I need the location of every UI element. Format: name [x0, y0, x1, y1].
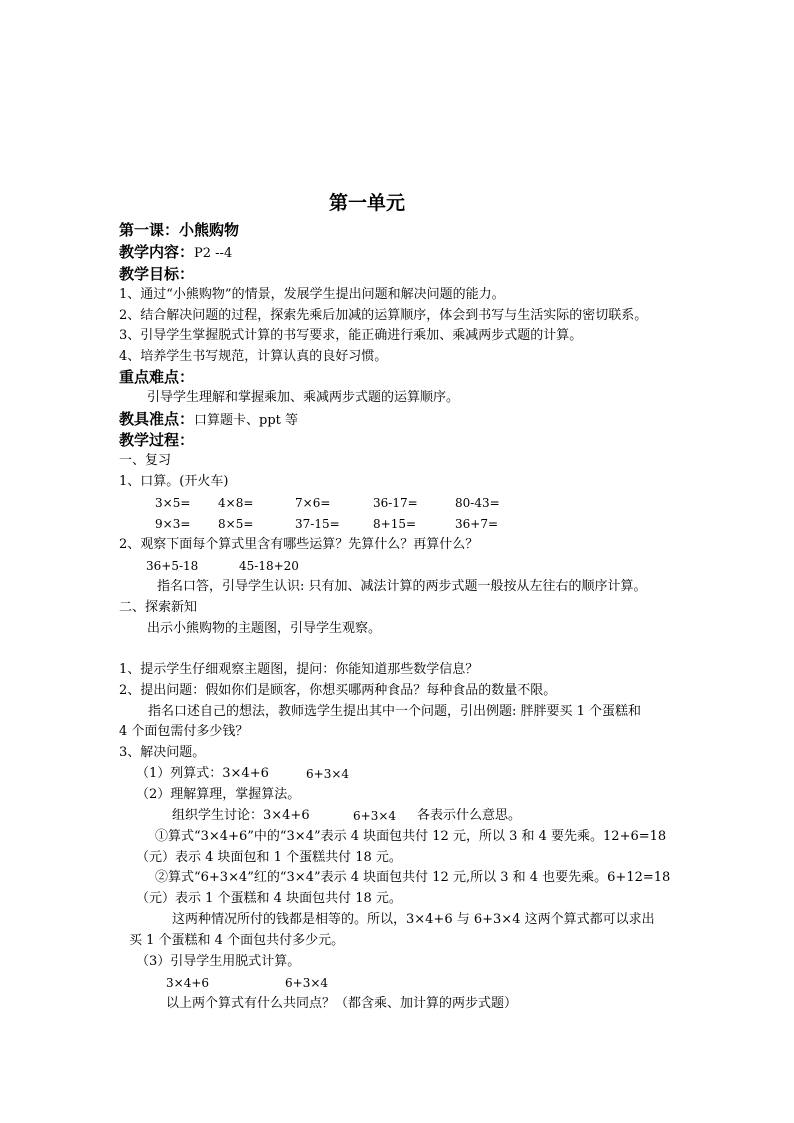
review-heading: 一、复习	[119, 453, 172, 468]
discuss-expr: 6+3×4	[353, 809, 397, 823]
explain-2: ②算式“6+3×4”红的“3×4”表示 4 块面包共付 12 元,所以 3 和 4 也要先乘。6+12=18	[155, 870, 671, 885]
explain-1: ①算式“3×4+6”中的“3×4”表示 4 块面包共付 12 元，所以 3 和 4 要先乘。12+6=18	[155, 829, 667, 844]
process-heading: 教学过程：	[119, 431, 195, 449]
oral-cell: 4×8=	[218, 496, 254, 510]
goal-item: 4、培养学生书写规范，计算认真的良好习惯。	[119, 349, 388, 364]
oral-cell: 8×5=	[218, 517, 254, 531]
step-3-3: （3）引导学生用脱式计算。	[136, 954, 301, 969]
tools-value: 口算题卡、ppt 等	[194, 413, 299, 428]
step-2: 2、提出问题：假如你们是顾客，你想买哪两种食品？每种食品的数量不限。	[119, 683, 557, 698]
lesson-line	[119, 222, 239, 238]
step-3-3-expr: 3×4+6	[166, 976, 210, 990]
page-title: 第一单元	[328, 192, 405, 214]
goal-item: 1、通过“小熊购物”的情景，发展学生提出问题和解决问题的能力。	[119, 287, 505, 302]
content-value: P2 --4	[194, 246, 233, 261]
goal-item: 3、引导学生掌握脱式计算的书写要求，能正确进行乘加、乘减两步式题的计算。	[119, 328, 583, 343]
equal-text-cont: 买 1 个蛋糕和 4 个面包共付多少元。	[129, 933, 345, 948]
explain-2-cont: （元）表示 1 个蛋糕和 4 块面包共付 18 元。	[136, 891, 402, 906]
content-line	[119, 244, 232, 262]
equal-text: 这两种情况所付的钱都是相等的。所以，3×4+6 与 6+3×4 这两个算式都可以求出	[172, 912, 655, 927]
step-1: 1、提示学生仔细观察主题图，提问：你能知道那些数学信息？	[119, 662, 479, 677]
step-3-2: （2）理解算理，掌握算法。	[136, 787, 301, 802]
step-3: 3、解决问题。	[119, 745, 206, 760]
lesson-value: 小熊购物	[179, 221, 240, 239]
oral-cell: 36-17=	[373, 496, 418, 510]
step-2-note: 指名口述自己的想法，教师选学生提出其中一个问题，引出例题: 胖胖要买 1 个蛋糕和	[148, 704, 642, 719]
explore-heading: 二、探索新知	[119, 600, 198, 615]
step-3-1-expr: 6+3×4	[306, 767, 350, 781]
discuss-tail: 各表示什么意思。	[417, 808, 522, 823]
oral-cell: 37-15=	[295, 517, 340, 531]
explain-1-cont: （元）表示 4 块面包和 1 个蛋糕共付 18 元。	[136, 850, 402, 865]
step-3-1: （1）列算式：3×4+6	[136, 766, 269, 781]
oral-cell: 7×6=	[295, 496, 331, 510]
explore-intro: 出示小熊购物的主题图，引导学生观察。	[147, 621, 382, 636]
tools-line	[119, 411, 298, 429]
goals-heading: 教学目标：	[119, 265, 195, 283]
observe-expr: 36+5-18	[146, 559, 199, 573]
observe-expr: 45-18+20	[239, 559, 299, 573]
oral-cell: 3×5=	[155, 496, 191, 510]
key-heading: 重点难点：	[119, 368, 195, 386]
key-text: 引导学生理解和掌握乘加、乘减两步式题的运算顺序。	[147, 390, 460, 405]
content-label: 教学内容：	[119, 243, 195, 261]
tools-label: 教具准点：	[119, 410, 195, 428]
discuss-label: 组织学生讨论：3×4+6	[172, 808, 310, 823]
common-question: 以上两个算式有什么共同点？（都含乘、加计算的两步式题）	[166, 996, 518, 1011]
observe-note: 指名口答，引导学生认识: 只有加、减法计算的两步式题一般按从左往右的顺序计算。	[157, 579, 647, 594]
observe-question: 2、观察下面每个算式里含有哪些运算？先算什么？再算什么？	[119, 537, 479, 552]
oral-heading: 1、口算。(开火车)	[119, 474, 229, 489]
oral-cell: 36+7=	[455, 517, 499, 531]
step-3-3-expr: 6+3×4	[285, 976, 329, 990]
oral-cell: 80-43=	[455, 496, 500, 510]
oral-cell: 8+15=	[373, 517, 417, 531]
oral-cell: 9×3=	[155, 517, 191, 531]
goal-item: 2、结合解决问题的过程，探索先乘后加减的运算顺序，体会到书写与生活实际的密切联系。	[119, 308, 648, 323]
step-2-note-cont: 4 个面包需付多少钱？	[119, 724, 249, 739]
lesson-label: 第一课：	[119, 221, 180, 239]
